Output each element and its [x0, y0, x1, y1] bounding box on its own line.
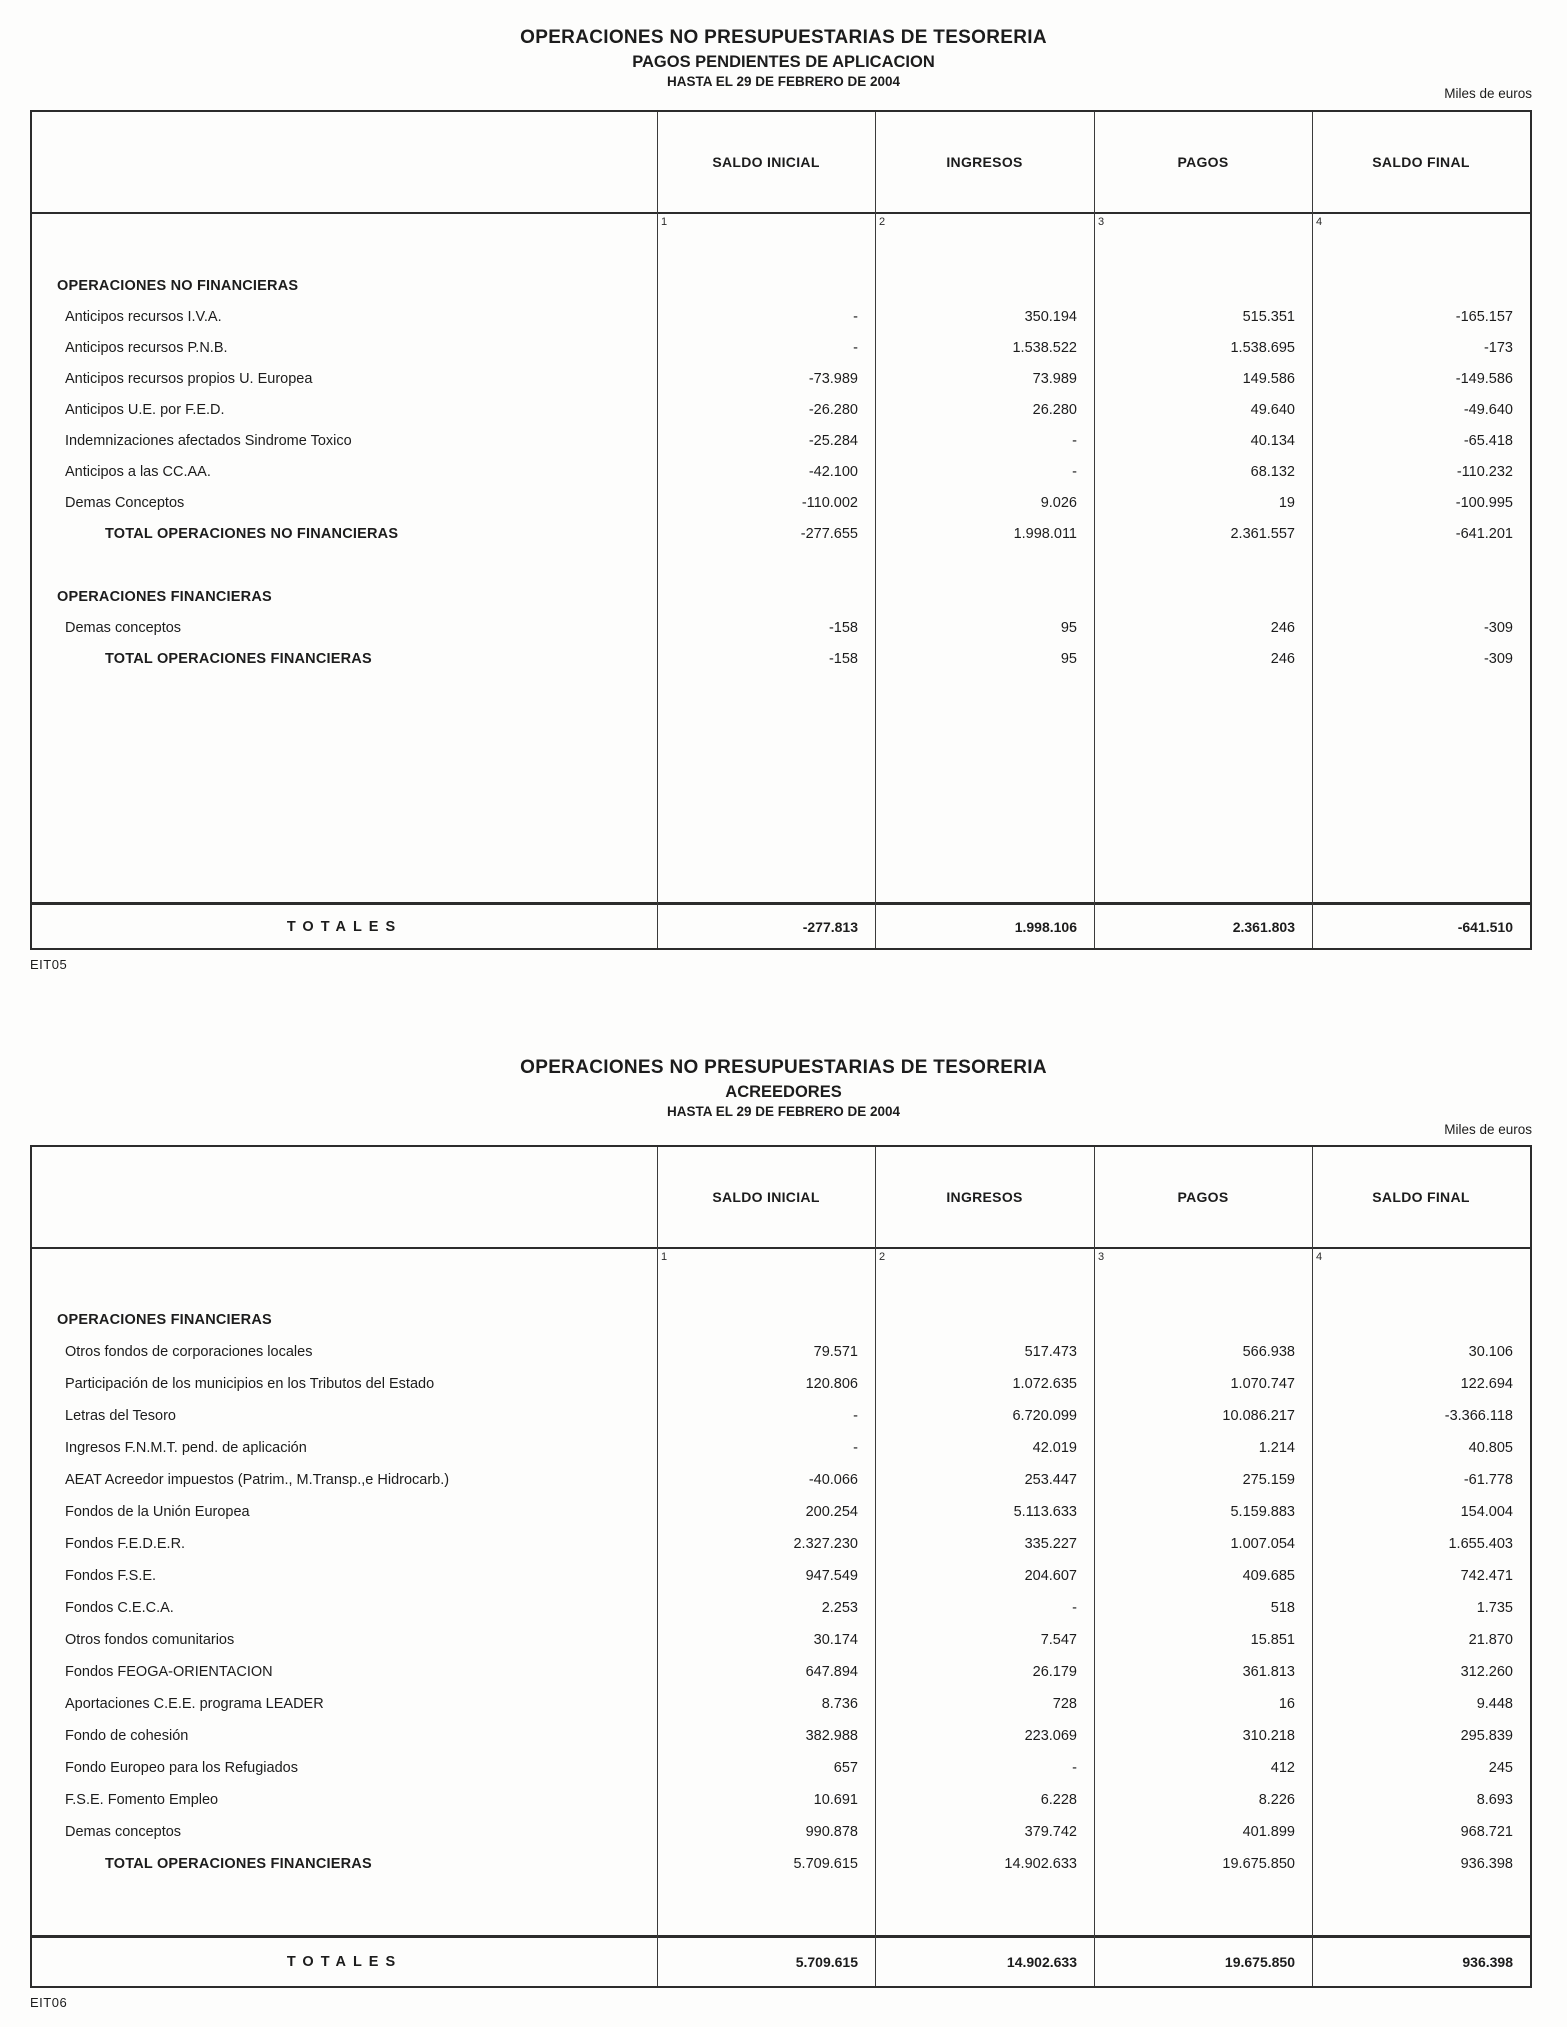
row-label: Fondos C.E.C.A.: [65, 1600, 174, 1616]
row-value: 5.709.615: [793, 1856, 858, 1872]
table-row: [32, 363, 1530, 394]
row-value: -73.989: [808, 370, 858, 387]
row-value: 1.655.403: [1448, 1536, 1513, 1552]
row-value: 10.691: [813, 1792, 858, 1808]
row-value: 95: [1060, 619, 1077, 636]
column-divider: [875, 112, 876, 948]
row-value: 5.113.633: [1013, 1504, 1077, 1520]
report2-title: OPERACIONES NO PRESUPUESTARIAS DE TESORERIA: [520, 1057, 1047, 1078]
row-value: 936.398: [1460, 1856, 1513, 1872]
table-row: [32, 581, 1530, 612]
report1-header-row: [32, 112, 1530, 214]
totals-value: 936.398: [1462, 1954, 1513, 1970]
row-value: 350.194: [1024, 308, 1077, 325]
row-label: Anticipos recursos propios U. Europea: [65, 370, 313, 387]
row-value: 26.179: [1032, 1664, 1077, 1680]
row-value: 149.586: [1242, 370, 1295, 387]
row-label: Fondos de la Unión Europea: [65, 1504, 250, 1520]
column-marker: 4: [1316, 1251, 1323, 1263]
unit-label: Miles de euros: [1444, 86, 1532, 101]
row-value: 6.228: [1040, 1792, 1077, 1808]
row-label: Demas Conceptos: [65, 494, 185, 511]
row-value: 8.736: [821, 1696, 858, 1712]
row-label: Anticipos recursos I.V.A.: [65, 308, 222, 325]
column-header-saldo-inicial: SALDO INICIAL: [712, 1189, 820, 1205]
row-value: -: [853, 339, 858, 356]
row-value: 566.938: [1242, 1344, 1295, 1360]
table-row: [32, 1720, 1530, 1752]
row-value: 2.361.557: [1230, 525, 1295, 542]
row-value: -: [1072, 1600, 1077, 1616]
column-divider: [657, 112, 658, 948]
row-value: 246: [1270, 619, 1295, 636]
row-value: 382.988: [805, 1728, 858, 1744]
table-row: [32, 487, 1530, 518]
table-row: [32, 1432, 1530, 1464]
row-label: Demas conceptos: [65, 619, 182, 636]
column-marker-row: [32, 214, 1530, 238]
row-label: Otros fondos de corporaciones locales: [65, 1344, 313, 1360]
report2-body: [32, 1249, 1530, 1935]
row-value: 19.675.850: [1222, 1856, 1295, 1872]
report1-date-line: HASTA EL 29 DE FEBRERO DE 2004: [666, 74, 901, 90]
row-value: 7.547: [1040, 1632, 1077, 1648]
row-label: TOTAL OPERACIONES FINANCIERAS: [105, 650, 372, 667]
table-row: [32, 1624, 1530, 1656]
row-value: 657: [833, 1760, 858, 1776]
row-value: 990.878: [805, 1824, 858, 1840]
table-row: [32, 1784, 1530, 1816]
totals-label: TOTALES: [286, 918, 403, 935]
column-marker: 2: [879, 1251, 886, 1263]
column-divider: [875, 1147, 876, 1986]
row-value: 6.720.099: [1012, 1408, 1077, 1424]
column-header-pagos: PAGOS: [1177, 154, 1229, 170]
row-label: Ingresos F.N.M.T. pend. de aplicación: [65, 1440, 307, 1456]
row-value: -3.366.118: [1444, 1408, 1513, 1424]
table-row: [32, 518, 1530, 549]
table-row: [32, 456, 1530, 487]
column-marker: 1: [661, 1251, 668, 1263]
row-value: 246: [1270, 650, 1295, 667]
row-label: Fondo de cohesión: [65, 1728, 189, 1744]
row-label: Aportaciones C.E.E. programa LEADER: [65, 1696, 324, 1712]
row-value: -158: [828, 619, 858, 636]
row-value: 379.742: [1024, 1824, 1077, 1840]
table-row: [32, 1368, 1530, 1400]
report1-totals-row: [32, 902, 1530, 948]
table-row: [32, 394, 1530, 425]
row-value: -110.232: [1456, 463, 1513, 480]
report1-subtitle: PAGOS PENDIENTES DE APLICACION: [632, 52, 935, 71]
row-value: 30.174: [813, 1632, 858, 1648]
report1-title-block: [0, 26, 1567, 91]
row-label: Fondos F.E.D.E.R.: [65, 1536, 186, 1552]
report2-table: [30, 1145, 1532, 1988]
row-value: 16: [1278, 1696, 1295, 1712]
row-value: 49.640: [1250, 401, 1295, 418]
row-value: 275.159: [1242, 1472, 1295, 1488]
row-value: 73.989: [1032, 370, 1077, 387]
row-value: -42.100: [808, 463, 858, 480]
table-row: [32, 1656, 1530, 1688]
row-label: F.S.E. Fomento Empleo: [65, 1792, 219, 1808]
row-label: Fondo Europeo para los Refugiados: [65, 1760, 298, 1776]
row-value: 335.227: [1024, 1536, 1077, 1552]
row-value: 68.132: [1250, 463, 1295, 480]
report1-title: OPERACIONES NO PRESUPUESTARIAS DE TESORERIA: [520, 27, 1047, 48]
row-value: 2.253: [821, 1600, 858, 1616]
row-value: 1.538.522: [1012, 339, 1077, 356]
row-label: Letras del Tesoro: [65, 1408, 176, 1424]
column-marker-row: [32, 1249, 1530, 1273]
unit-label: Miles de euros: [1444, 1122, 1532, 1137]
report2-header-row: [32, 1147, 1530, 1249]
table-row: [32, 332, 1530, 363]
row-value: 21.870: [1468, 1632, 1513, 1648]
column-header-saldo-inicial: SALDO INICIAL: [712, 154, 820, 170]
row-label: Otros fondos comunitarios: [65, 1632, 235, 1648]
row-value: 1.735: [1476, 1600, 1513, 1616]
column-marker: 3: [1098, 1251, 1105, 1263]
row-value: 40.134: [1250, 432, 1295, 449]
column-divider: [1094, 1147, 1095, 1986]
table-row: [32, 1560, 1530, 1592]
table-row: [32, 643, 1530, 674]
row-value: 40.805: [1468, 1440, 1513, 1456]
row-value: -: [1072, 432, 1077, 449]
report1-body: [32, 214, 1530, 902]
row-value: 409.685: [1242, 1568, 1295, 1584]
column-divider: [1312, 1147, 1313, 1986]
column-header-ingresos: INGRESOS: [946, 1189, 1023, 1205]
row-value: 295.839: [1460, 1728, 1513, 1744]
row-value: -149.586: [1455, 370, 1513, 387]
column-header-pagos: PAGOS: [1177, 1189, 1229, 1205]
row-value: 122.694: [1460, 1376, 1513, 1392]
row-value: 1.070.747: [1230, 1376, 1295, 1392]
report2-title-block: [0, 1056, 1567, 1121]
row-value: -40.066: [808, 1472, 858, 1488]
row-label: TOTAL OPERACIONES FINANCIERAS: [105, 1856, 372, 1872]
totals-label: TOTALES: [286, 1954, 403, 1970]
table-row: [32, 1752, 1530, 1784]
column-divider: [657, 1147, 658, 1986]
row-value: -309: [1483, 619, 1513, 636]
report2-totals-row: [32, 1935, 1530, 1986]
row-value: 518: [1270, 1600, 1295, 1616]
row-value: -309: [1483, 650, 1513, 667]
row-value: -: [853, 308, 858, 325]
table-row: [32, 1336, 1530, 1368]
row-label: OPERACIONES FINANCIERAS: [57, 1312, 272, 1328]
row-value: 8.226: [1258, 1792, 1295, 1808]
row-label: Anticipos a las CC.AA.: [65, 463, 211, 480]
row-value: 5.159.883: [1230, 1504, 1295, 1520]
row-value: -277.655: [800, 525, 858, 542]
row-value: 968.721: [1460, 1824, 1513, 1840]
row-value: -25.284: [808, 432, 858, 449]
table-row: [32, 1304, 1530, 1336]
table-row: [32, 1464, 1530, 1496]
table-row: [32, 301, 1530, 332]
row-label: Anticipos U.E. por F.E.D.: [65, 401, 225, 418]
row-value: 200.254: [805, 1504, 858, 1520]
row-value: -173: [1483, 339, 1513, 356]
row-value: 42.019: [1032, 1440, 1077, 1456]
row-value: 30.106: [1468, 1344, 1513, 1360]
form-code: EIT05: [30, 957, 68, 972]
row-value: 79.571: [813, 1344, 858, 1360]
table-row: [32, 1592, 1530, 1624]
row-value: 1.998.011: [1013, 525, 1077, 542]
row-value: 204.607: [1024, 1568, 1077, 1584]
row-value: 312.260: [1460, 1664, 1513, 1680]
form-code: EIT06: [30, 1995, 68, 2010]
row-value: -100.995: [1455, 494, 1513, 511]
row-value: 26.280: [1032, 401, 1077, 418]
row-value: -49.640: [1463, 401, 1513, 418]
row-value: 95: [1060, 650, 1077, 667]
totals-value: 2.361.803: [1232, 918, 1295, 935]
row-value: 15.851: [1250, 1632, 1295, 1648]
row-value: 154.004: [1460, 1504, 1513, 1520]
column-marker: 2: [879, 216, 886, 228]
totals-value: 14.902.633: [1006, 1954, 1077, 1970]
row-value: 223.069: [1024, 1728, 1077, 1744]
row-value: -26.280: [808, 401, 858, 418]
totals-value: -277.813: [802, 918, 858, 935]
row-value: 245: [1488, 1760, 1513, 1776]
totals-value: 1.998.106: [1014, 918, 1077, 935]
row-value: 1.214: [1258, 1440, 1295, 1456]
row-value: 14.902.633: [1004, 1856, 1077, 1872]
row-value: 412: [1270, 1760, 1295, 1776]
row-value: 120.806: [805, 1376, 858, 1392]
table-row: [32, 1848, 1530, 1880]
row-label: Fondos F.S.E.: [65, 1568, 157, 1584]
row-value: 10.086.217: [1222, 1408, 1295, 1424]
table-row: [32, 1688, 1530, 1720]
row-value: -61.778: [1463, 1472, 1513, 1488]
row-value: 9.448: [1476, 1696, 1513, 1712]
row-value: 1.538.695: [1230, 339, 1295, 356]
row-value: 515.351: [1242, 308, 1295, 325]
totals-value: 19.675.850: [1224, 1954, 1295, 1970]
row-value: -641.201: [1455, 525, 1513, 542]
row-value: -158: [828, 650, 858, 667]
row-value: 401.899: [1242, 1824, 1295, 1840]
row-value: 1.007.054: [1230, 1536, 1295, 1552]
column-divider: [1312, 112, 1313, 948]
table-row: [32, 270, 1530, 301]
column-header-ingresos: INGRESOS: [946, 154, 1023, 170]
row-value: 361.813: [1242, 1664, 1295, 1680]
table-row: [32, 1400, 1530, 1432]
column-divider: [1094, 112, 1095, 948]
row-value: 1.072.635: [1012, 1376, 1077, 1392]
row-value: 742.471: [1460, 1568, 1513, 1584]
row-label: Anticipos recursos P.N.B.: [65, 339, 228, 356]
row-label: Participación de los municipios en los Tributos del Estado: [65, 1376, 435, 1392]
row-value: -: [1072, 463, 1077, 480]
row-value: 8.693: [1476, 1792, 1513, 1808]
table-row: [32, 1816, 1530, 1848]
totals-value: 5.709.615: [795, 1954, 858, 1970]
row-label: OPERACIONES NO FINANCIERAS: [57, 277, 299, 294]
row-label: OPERACIONES FINANCIERAS: [57, 588, 272, 605]
row-label: TOTAL OPERACIONES NO FINANCIERAS: [105, 525, 399, 542]
column-marker: 4: [1316, 216, 1323, 228]
column-header-saldo-final: SALDO FINAL: [1372, 154, 1470, 170]
table-row: [32, 1496, 1530, 1528]
report1-table: [30, 110, 1532, 950]
column-marker: 1: [661, 216, 668, 228]
row-label: Demas conceptos: [65, 1824, 182, 1840]
row-value: -110.002: [801, 494, 858, 511]
report2-date-line: HASTA EL 29 DE FEBRERO DE 2004: [666, 1104, 901, 1120]
row-value: 310.218: [1242, 1728, 1295, 1744]
table-row: [32, 612, 1530, 643]
row-label: Indemnizaciones afectados Sindrome Toxico: [65, 432, 352, 449]
row-label: Fondos FEOGA-ORIENTACION: [65, 1664, 273, 1680]
totals-value: -641.510: [1457, 918, 1513, 935]
row-value: -: [853, 1440, 858, 1456]
row-value: 647.894: [805, 1664, 858, 1680]
row-value: -: [853, 1408, 858, 1424]
row-value: 19: [1278, 494, 1295, 511]
column-marker: 3: [1098, 216, 1105, 228]
row-value: 517.473: [1024, 1344, 1077, 1360]
table-row: [32, 1528, 1530, 1560]
row-value: 947.549: [805, 1568, 858, 1584]
row-value: -65.418: [1463, 432, 1513, 449]
row-value: -: [1072, 1760, 1077, 1776]
row-value: -165.157: [1455, 308, 1513, 325]
row-value: 2.327.230: [793, 1536, 858, 1552]
row-value: 9.026: [1040, 494, 1077, 511]
table-row: [32, 425, 1530, 456]
report2-subtitle: ACREEDORES: [725, 1082, 842, 1101]
column-header-saldo-final: SALDO FINAL: [1372, 1189, 1470, 1205]
row-value: 253.447: [1024, 1472, 1077, 1488]
row-value: 728: [1052, 1696, 1077, 1712]
row-label: AEAT Acreedor impuestos (Patrim., M.Transp.,e Hidrocarb.): [65, 1472, 450, 1488]
